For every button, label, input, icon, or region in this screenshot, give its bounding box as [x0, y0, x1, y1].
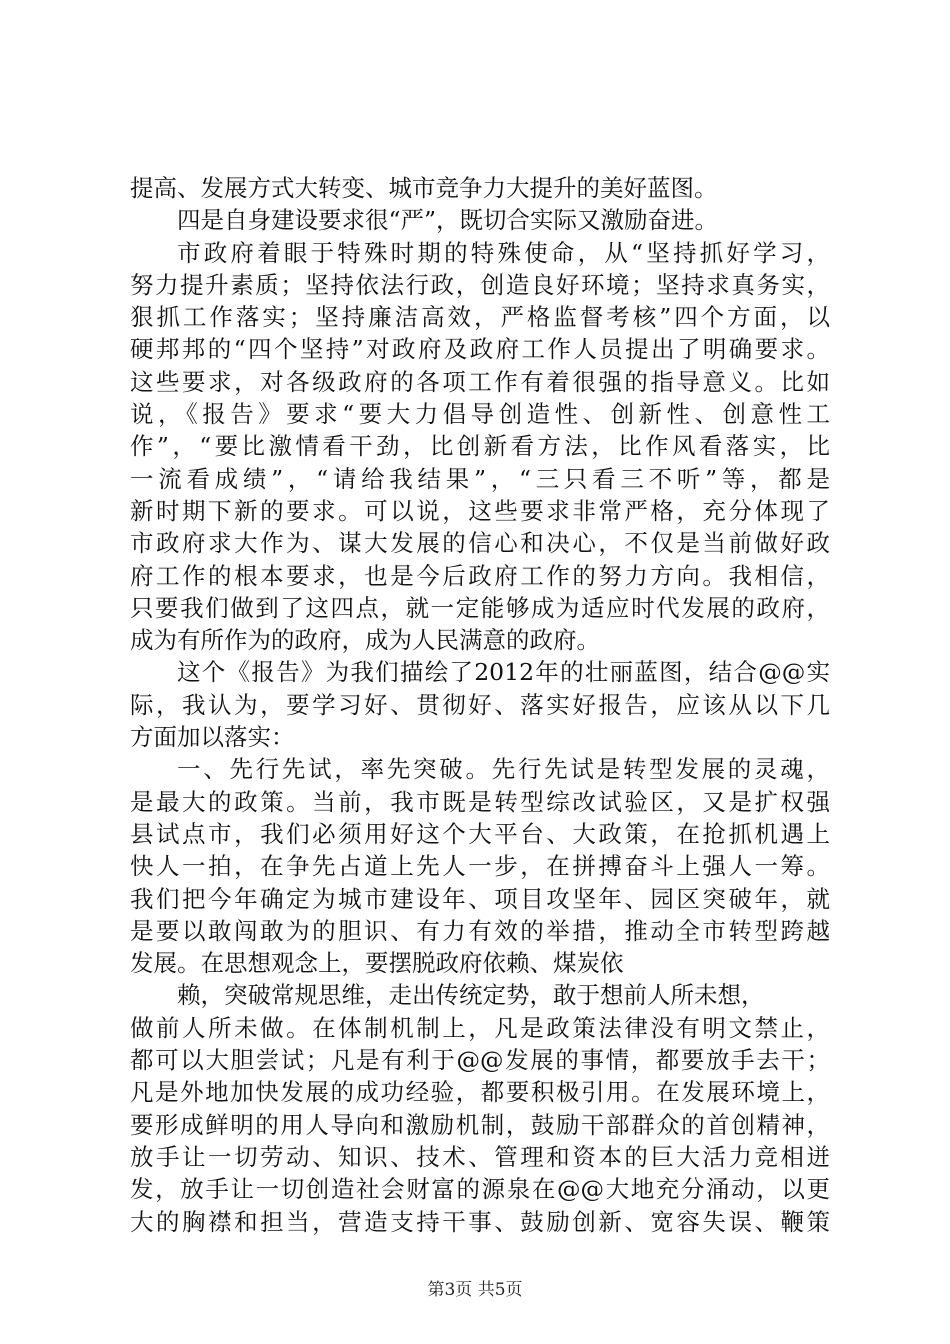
- text-line: 大的胸襟和担当，营造支持干事、鼓励创新、宽容失误、鞭策: [130, 1207, 830, 1236]
- text-line: 凡是外地加快发展的成功经验，都要积极引用。在发展环境上，: [130, 1078, 830, 1107]
- text-line: 这些要求，对各级政府的各项工作有着很强的指导意义。比如: [130, 367, 830, 396]
- text-line: 新时期下新的要求。可以说，这些要求非常严格，充分体现了: [130, 496, 830, 525]
- text-line: 发，放手让一切创造社会财富的源泉在@@大地充分涌动，以更: [130, 1175, 830, 1204]
- text-line: 努力提升素质；坚持依法行政，创造良好环境；坚持求真务实，: [130, 270, 830, 299]
- text-line: 一、先行先试，率先突破。先行先试是转型发展的灵魂，: [177, 755, 830, 784]
- text-line: 要形成鲜明的用人导向和激励机制，鼓励干部群众的首创精神，: [130, 1110, 830, 1139]
- page-footer: [0, 1279, 950, 1301]
- text-line: 只要我们做到了这四点，就一定能够成为适应时代发展的政府，: [130, 593, 830, 622]
- text-line: 成为有所作为的政府，成为人民满意的政府。: [130, 626, 600, 655]
- text-line: 硬邦邦的“四个坚持”对政府及政府工作人员提出了明确要求。: [130, 335, 830, 364]
- text-line: 说，《报告》要求“要大力倡导创造性、创新性、创意性工: [130, 400, 830, 429]
- text-line: 快人一拍，在争先占道上先人一步，在拼搏奋斗上强人一筹。: [130, 852, 830, 881]
- text-line: 市政府求大作为、谋大发展的信心和决心，不仅是当前做好政: [130, 529, 830, 558]
- text-line: 赖，突破常规思维，走出传统定势，敢于想前人所未想，: [177, 981, 765, 1010]
- page-number: 第3页: [427, 1280, 473, 1300]
- text-line: 县试点市，我们必须用好这个大平台、大政策，在抢抓机遇上: [130, 819, 830, 848]
- text-line: 市政府着眼于特殊时期的特殊使命，从“坚持抓好学习，: [177, 238, 830, 267]
- text-line: 一流看成绩”，“请给我结果”，“三只看三不听”等，都是: [130, 464, 830, 493]
- text-line: 是最大的政策。当前，我市既是转型综改试验区，又是扩权强: [130, 787, 830, 816]
- body-text: [130, 172, 830, 1238]
- text-line: 放手让一切劳动、知识、技术、管理和资本的巨大活力竞相迸: [130, 1142, 830, 1171]
- text-line: 狠抓工作落实；坚持廉洁高效，严格监督考核”四个方面，以: [130, 303, 830, 332]
- text-line: 做前人所未做。在体制机制上，凡是政策法律没有明文禁止，: [130, 1013, 830, 1042]
- text-line: 是要以敢闯敢为的胆识、有力有效的举措，推动全市转型跨越: [130, 916, 830, 945]
- text-line: 都可以大胆尝试；凡是有利于@@发展的事情，都要放手去干；: [130, 1046, 830, 1075]
- text-line: 作”，“要比激情看干劲，比创新看方法，比作风看落实，比: [130, 432, 830, 461]
- text-line: 府工作的根本要求，也是今后政府工作的努力方向。我相信，: [130, 561, 830, 590]
- text-line: 方面加以落实：: [130, 723, 295, 752]
- text-line: 四是自身建设要求很“严”，既切合实际又激励奋进。: [177, 206, 719, 235]
- text-line: 提高、发展方式大转变、城市竞争力大提升的美好蓝图。: [130, 174, 718, 202]
- text-line: 际，我认为，要学习好、贯彻好、落实好报告，应该从以下几: [130, 690, 830, 719]
- text-line: 我们把今年确定为城市建设年、项目攻坚年、园区突破年，就: [130, 884, 830, 913]
- text-line: 这个《报告》为我们描绘了2012年的壮丽蓝图，结合@@实: [177, 658, 830, 687]
- text-line: 发展。在思想观念上，要摆脱政府依赖、煤炭依: [130, 949, 624, 978]
- page-total: 共5页: [477, 1280, 523, 1300]
